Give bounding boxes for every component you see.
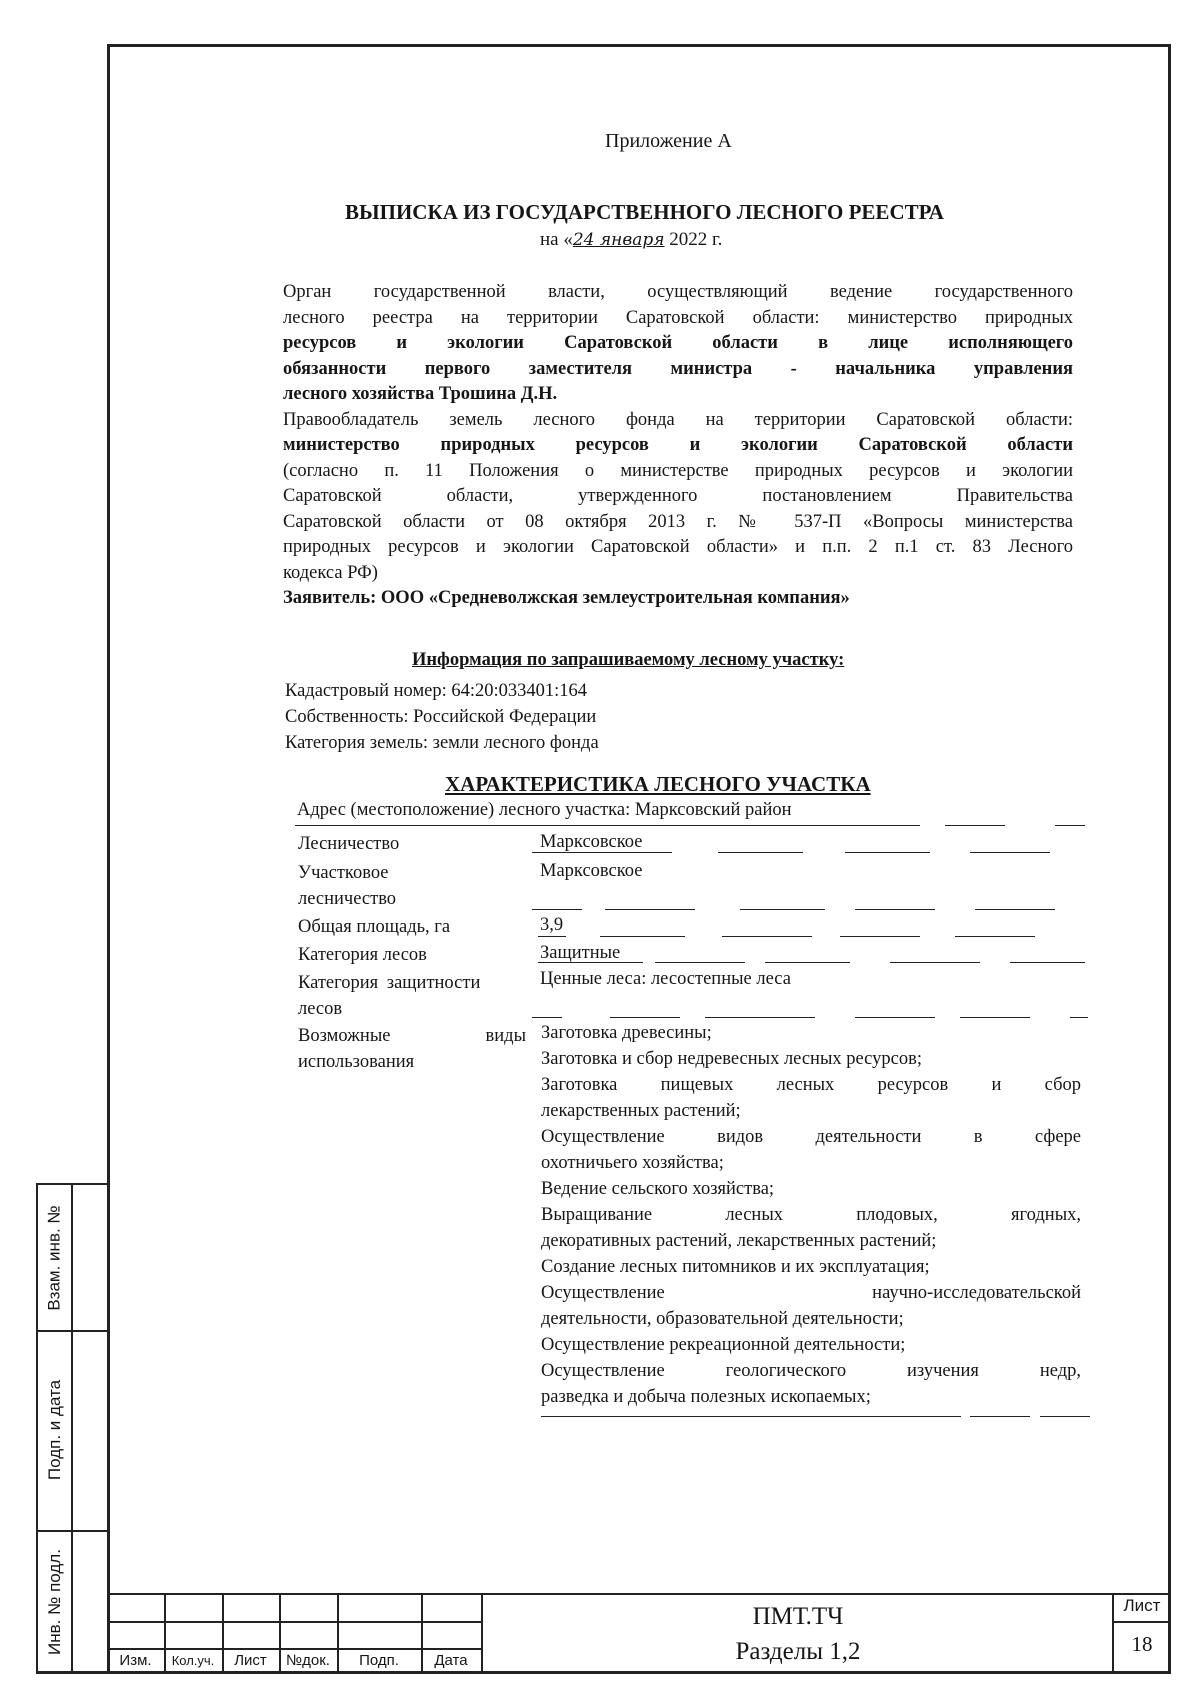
protection-category-value: Ценные леса: лесостепные леса (540, 969, 791, 989)
forestry-value: Марксовское (540, 832, 643, 852)
applicant-line: Заявитель: ООО «Средневолжская землеустроительная компания» (283, 588, 850, 608)
use-item: Создание лесных питомников и их эксплуатация; (541, 1257, 930, 1277)
district-forestry-label: Участковое (298, 863, 389, 883)
use-item: разведка и добыча полезных ископаемых; (541, 1387, 871, 1407)
intro-line: Правообладатель земель лесного фонда на территории Саратовской области: (283, 409, 1073, 430)
use-item: Выращивание лесных плодовых, ягодных, (541, 1205, 1081, 1225)
forestry-label: Лесничество (298, 834, 400, 854)
ownership: Собственность: Российской Федерации (285, 707, 597, 727)
doc-code: ПМТ.ТЧ (752, 1603, 844, 1630)
intro-line: Саратовской области, утвержденного постановлением Правительства (283, 486, 1073, 506)
stamp-col-qty: Кол.уч. (171, 1653, 215, 1668)
stamp-col-date: Дата (434, 1652, 468, 1669)
intro-line: (согласно п. 11 Положения о министерстве природных ресурсов и экологии (283, 460, 1073, 481)
address-line: Адрес (местоположение) лесного участка: Марксовский район (297, 800, 792, 820)
intro-line: природных ресурсов и экологии Саратовской области» и п.п. 2 п.1 ст. 83 Лесного (283, 537, 1073, 557)
stamp-col-change: Изм. (119, 1652, 152, 1669)
intro-line: министерство природных ресурсов и экологии Саратовской области (283, 435, 1073, 455)
possible-uses-list (541, 1020, 1081, 1410)
use-item: Заготовка древесины; (541, 1023, 712, 1043)
intro-text (283, 280, 1073, 612)
sheet-number: 18 (1131, 1632, 1153, 1656)
intro-line: Саратовской области от 08 октября 2013 г. № 537-П «Вопросы министерства (283, 511, 1073, 532)
use-item: лекарственных растений; (541, 1101, 741, 1121)
forest-category-value: Защитные (540, 943, 621, 963)
district-forestry-value: Марксовское (540, 861, 643, 881)
appendix-label: Приложение А (605, 130, 732, 152)
side-label-sign-date: Подп. и дата (45, 1379, 65, 1481)
area-value: 3,9 (540, 915, 564, 935)
intro-line: Орган государственной власти, осуществляющий ведение государственного (283, 282, 1073, 302)
date-line: на «24 января 2022 г. (540, 229, 723, 250)
use-item: Заготовка и сбор недревесных лесных ресурсов; (541, 1049, 922, 1069)
protection-category-label: Категория защитности (298, 973, 481, 993)
binding-strip (36, 1183, 107, 1674)
use-item: Осуществление рекреационной деятельности; (541, 1335, 906, 1355)
characteristics-heading: ХАРАКТЕРИСТИКА ЛЕСНОГО УЧАСТКА (445, 772, 871, 796)
stamp-col-sign: Подп. (359, 1652, 399, 1669)
use-item: Ведение сельского хозяйства; (541, 1179, 775, 1199)
side-label-inventory: Инв. № подл. (45, 1549, 64, 1655)
cadastral-number: Кадастровый номер: 64:20:033401:164 (285, 681, 588, 701)
use-item: Осуществление геологического изучения недр, (541, 1361, 1081, 1381)
intro-line: лесного реестра на территории Саратовской области: министерство природных (283, 307, 1073, 328)
doc-name: Разделы 1,2 (735, 1638, 861, 1665)
side-label-replace: Взам. инв. № (45, 1204, 65, 1311)
use-item: Заготовка пищевых лесных ресурсов и сбор (541, 1075, 1081, 1095)
info-heading: Информация по запрашиваемому лесному участку: (412, 650, 845, 670)
use-item: охотничьего хозяйства; (541, 1153, 724, 1173)
use-item: декоративных растений, лекарственных растений; (541, 1231, 937, 1251)
possible-uses-label: Возможные виды (298, 1026, 526, 1046)
intro-line: лесного хозяйства Трошина Д.Н. (283, 384, 558, 404)
use-item: деятельности, образовательной деятельности; (541, 1309, 904, 1329)
handwritten-date: 24 января (572, 230, 665, 250)
intro-line: ресурсов и экологии Саратовской области в лице исполняющего (283, 333, 1073, 353)
use-item: Осуществление научно-исследовательской (541, 1283, 1081, 1303)
intro-line: обязанности первого заместителя министра - начальника управления (283, 358, 1073, 379)
land-category: Категория земель: земли лесного фонда (285, 733, 599, 753)
sheet-label: Лист (1123, 1596, 1161, 1615)
forest-category-label: Категория лесов (298, 945, 427, 965)
document-title: ВЫПИСКА ИЗ ГОСУДАРСТВЕННОГО ЛЕСНОГО РЕЕСТРА (345, 200, 944, 224)
area-label: Общая площадь, га (298, 917, 451, 937)
use-item: Осуществление видов деятельности в сфере (541, 1127, 1081, 1147)
intro-line: кодекса РФ) (283, 562, 378, 583)
stamp-col-sheet: Лист (234, 1652, 267, 1669)
stamp-col-docnum: №док. (286, 1652, 330, 1669)
